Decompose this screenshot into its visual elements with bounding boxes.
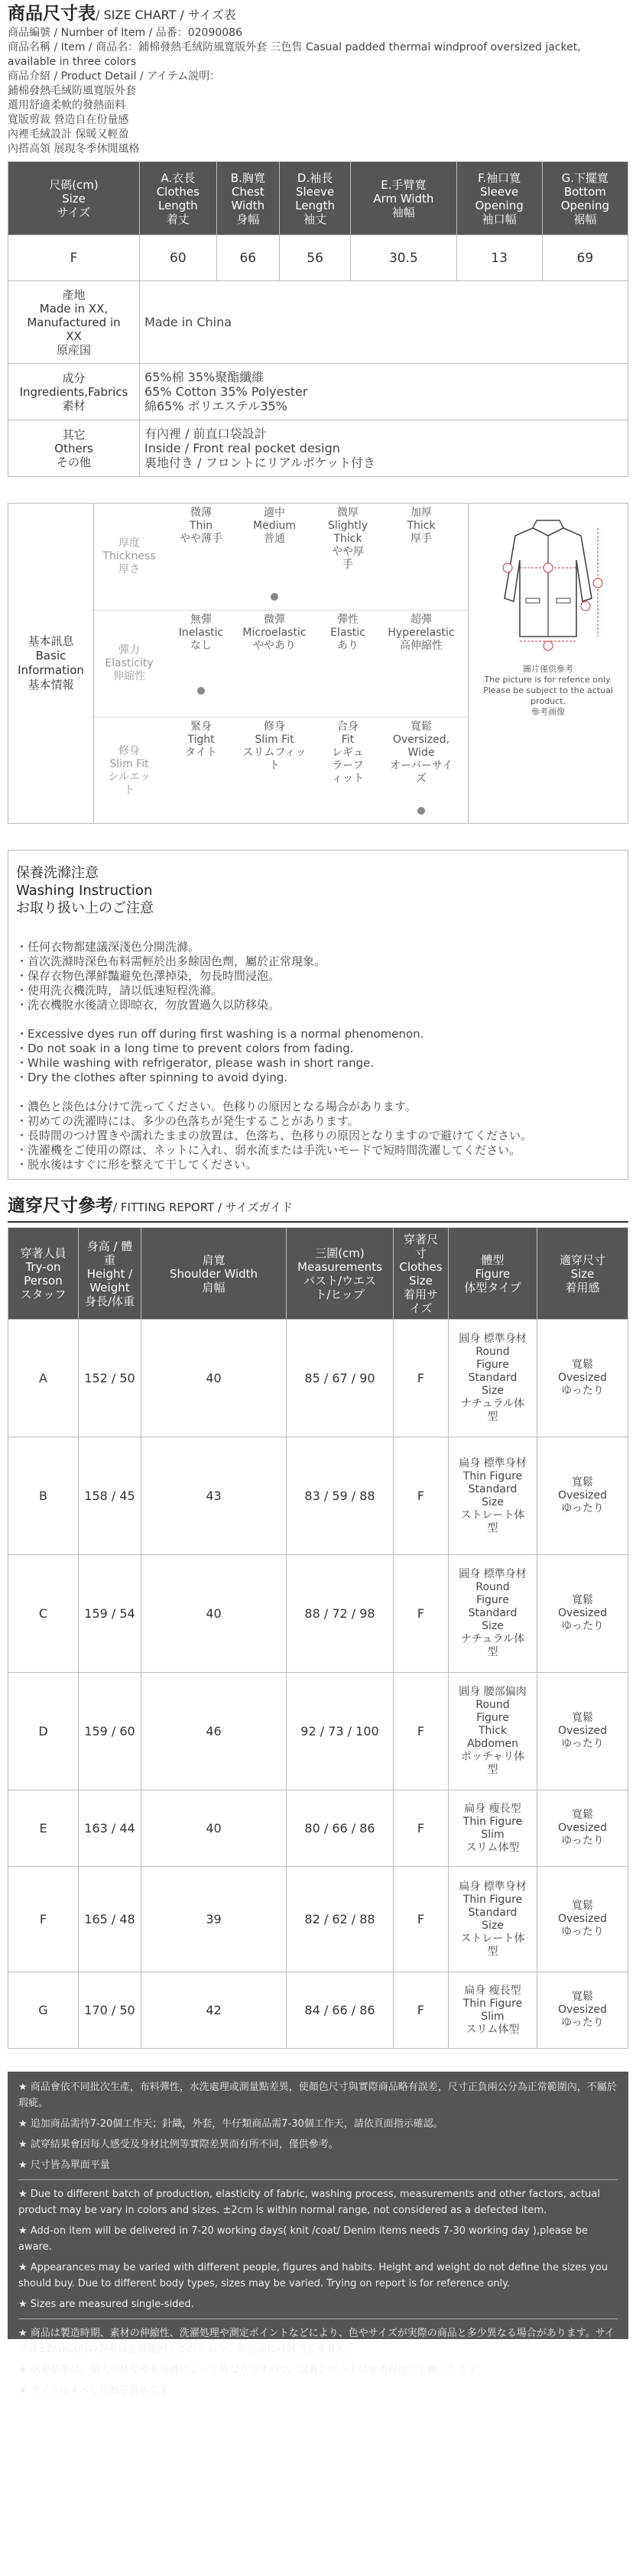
fit-cell: 寬鬆 Ovesized ゆったり	[537, 1972, 628, 2049]
wash-line: ・使用洗衣機洗時，請以低速短程洗滌。	[16, 983, 223, 997]
height-weight-cell: 170 / 50	[79, 1972, 141, 2049]
note-line: ★ 試着結果は、個人の体型や着用感によって異なりますので、試着レポートは参考程度にお願いします。	[18, 2364, 487, 2376]
divider	[18, 2179, 618, 2180]
elasticity-option-elastic: 彈性 Elastic あり	[330, 614, 365, 652]
origin-value: Made in China	[140, 281, 628, 364]
selected-dot-icon	[197, 687, 205, 695]
fit-cell: 寬鬆 Ovesized ゆったり	[537, 1320, 628, 1437]
item-number: 商品編號 / Number of Item / 品番：02090086	[8, 27, 242, 39]
wash-line: ・Do not soak in a long time to prevent colors from fading.	[16, 1042, 354, 1055]
clothes-size-cell: F	[394, 1555, 449, 1673]
col-header-shoulder: 肩寬 Shoulder Width 肩幅	[141, 1228, 287, 1320]
material-label: 成分 Ingredients,Fabrics 素材	[8, 364, 140, 420]
size-cell: 69	[542, 235, 628, 281]
note-line: ★ Due to different batch of production, elasticity of fabric, washing process, measurements and other factors, actual product may be vary in colors and sizes. ±2cm is within normal range, not considered as a defected item.	[18, 2189, 601, 2216]
elasticity-option-microelastic: 微彈 Microelastic ややあり	[242, 614, 307, 652]
col-header-sleeve-length: D.袖長 Sleeve Length 袖丈	[279, 162, 350, 235]
fit-option-oversized: 寬鬆 Oversized, Wide オーバーサイ ズ	[385, 718, 458, 825]
col-header-measurements: 三圍(cm) Measurements バスト/ウエス ト/ヒップ	[287, 1228, 394, 1320]
fit-cell: 寬鬆 Ovesized ゆったり	[537, 1555, 628, 1673]
measurements-cell: 92 / 73 / 100	[287, 1673, 394, 1790]
material-row	[8, 364, 628, 420]
wash-line: ・脱水後はすぐに形を整えて干してください。	[16, 1158, 258, 1171]
note-line: ★ 尺寸皆為單面平量	[18, 2160, 110, 2171]
figure-caption: 圖片僅供參考 The picture is for refence only. Please be subject to the actual product. 參考画像	[483, 664, 613, 717]
col-header-bottom-opening: G.下擺寬 Bottom Opening 裾幅	[542, 162, 628, 235]
elasticity-option-inelastic: 無彈 Inelastic なし	[164, 611, 238, 717]
selected-dot-icon	[271, 593, 278, 601]
note-line: ★ 試穿結果會因每人感受及身材比例等實際差異而有所不同，僅供參考。	[18, 2139, 339, 2150]
size-cell: 13	[456, 235, 542, 281]
col-header-arm-width: E.手臂寬 Arm Width 袖幅	[351, 162, 456, 235]
thickness-option-thin: 微薄 Thin やや薄手	[180, 507, 222, 545]
product-header	[8, 0, 628, 157]
washing-title: 保養洗滌注意 Washing Instruction お取り扱い上のご注意	[16, 865, 154, 916]
shoulder-cell: 40	[141, 1790, 287, 1867]
figure-cell: 扁身 瘦長型 Thin Figure Slim スリム体型	[449, 1790, 537, 1867]
fit-cell: 寬鬆 Ovesized ゆったり	[537, 1867, 628, 1972]
thickness-label: 厚度 Thickness 厚さ	[102, 537, 156, 575]
clothes-size-cell: F	[394, 1867, 449, 1972]
shoulder-cell: 40	[141, 1320, 287, 1437]
elasticity-label: 彈力 Elasticity 伸縮性	[105, 644, 154, 682]
size-chart-title: 商品尺寸表/ SIZE CHART / サイズ表	[8, 4, 236, 24]
note-line: ★ Add-on item will be delivered in 7-20 working days( knit /coat/ Denim items needs 7-30 working day ),please be aware.	[18, 2225, 589, 2253]
product-detail-line: 選用舒適柔軟的發熱面料	[8, 99, 125, 112]
size-cell: F	[8, 235, 140, 281]
product-detail-label: 商品介紹 / Product Detail / アイテム説明：	[8, 70, 221, 83]
col-header-height-weight: 身高 / 體 重 Height / Weight 身長/体重	[79, 1228, 141, 1320]
fitting-table	[8, 1227, 628, 2049]
other-value: 有內裡 / 前直口袋設計 Inside / Front real pocket design 裏地付き / フロントにリアルポケット付き	[140, 420, 628, 477]
origin-label: 產地 Made in XX, Manufactured in XX 原産国	[8, 281, 140, 364]
fit-option-tight: 緊身 Tight タイト	[185, 721, 217, 759]
measurements-cell: 83 / 59 / 88	[287, 1437, 394, 1555]
figure-cell: 圓身 標準身材 Round Figure Standard Size ナチュラル体 型	[449, 1320, 537, 1437]
product-detail-line: 寬版剪裁 營造自在份量感	[8, 114, 129, 126]
col-header-chest-width: B.胸寬 Chest Width 身幅	[216, 162, 279, 235]
shoulder-cell: 40	[141, 1555, 287, 1673]
person-cell: F	[8, 1867, 79, 1972]
col-header-sleeve-opening: F.袖口寬 Sleeve Opening 袖口幅	[456, 162, 542, 235]
fitting-row	[8, 1972, 628, 2049]
person-cell: E	[8, 1790, 79, 1867]
wash-line: ・濃色と淡色は分けて洗ってください。色移りの原因となる場合があります。	[16, 1100, 417, 1113]
wash-line: ・任何衣物都建議深淺色分開洗滌。	[16, 940, 200, 954]
fit-option-slim-fit: 修身 Slim Fit スリムフィッ ト	[242, 721, 307, 772]
note-line: ★ 商品會依不同批次生產，布料彈性，水洗處理或測量點差異，使顏色尺寸與實際商品略有誤差，尺寸正負兩公分為正常範圍內，不屬於瑕疵。	[18, 2082, 617, 2109]
fitting-row	[8, 1673, 628, 1790]
col-header-clothes-size: 穿著尺 寸 Clothes Size 着用サ イズ	[394, 1228, 449, 1320]
wash-line: ・保存衣物色澤鮮豔避免色澤掉染，勿長時間浸泡。	[16, 969, 281, 983]
product-detail-line: 內搭高領 展現冬季休閒風格	[8, 143, 140, 155]
thickness-option-medium: 適中 Medium 普通	[238, 504, 311, 610]
person-cell: A	[8, 1320, 79, 1437]
shoulder-cell: 46	[141, 1673, 287, 1790]
figure-cell: 扁身 標準身材 Thin Figure Standard Size ストレート体 型	[449, 1437, 537, 1555]
person-cell: C	[8, 1555, 79, 1673]
material-value: 65%棉 35%聚酯纖維 65% Cotton 35% Polyester 綿65% ポリエステル35%	[140, 364, 628, 420]
size-row	[8, 235, 628, 281]
product-detail-line: 內裡毛絨設計 保暖又輕盈	[8, 128, 129, 141]
fit-option-fit: 合身 Fit レギュ ラーフ ィット	[332, 721, 364, 785]
col-header-fit: 適穿尺寸 Size 着用感	[537, 1228, 628, 1320]
thickness-row	[94, 504, 468, 611]
height-weight-cell: 165 / 48	[79, 1867, 141, 1972]
shoulder-cell: 42	[141, 1972, 287, 2049]
basic-info-panel	[8, 503, 628, 824]
fit-cell: 寬鬆 Ovesized ゆったり	[537, 1673, 628, 1790]
height-weight-cell: 163 / 44	[79, 1790, 141, 1867]
fit-label: 修身 Slim Fit シルエッ ト	[108, 745, 151, 796]
note-line: ★ 追加商品需待7-20個工作天；針織，外套，牛仔類商品需7-30個工作天，請依頁面指示確認。	[18, 2118, 443, 2130]
elasticity-row	[94, 611, 468, 718]
figure-cell: 圓身 標準身材 Round Figure Standard Size ナチュラル体 型	[449, 1555, 537, 1673]
fit-cell: 寬鬆 Ovesized ゆったり	[537, 1790, 628, 1867]
clothes-size-cell: F	[394, 1972, 449, 2049]
item-name: 商品名稱 / Item / 商品名：鋪棉發熱毛絨防風寬版外套 三色售 Casual padded thermal windproof oversized jacket, available in three colors	[8, 41, 581, 68]
wash-line: ・洗衣機脫水後請立即晾衣，勿放置過久以防移染。	[16, 998, 281, 1012]
garment-diagram	[469, 504, 628, 823]
note-line: ★ Sizes are measured single-sided.	[18, 2299, 194, 2310]
jacket-diagram-icon	[491, 514, 605, 659]
shoulder-cell: 43	[141, 1437, 287, 1555]
origin-row	[8, 281, 628, 364]
size-chart-header-row	[8, 162, 628, 235]
wash-line: ・初めての洗濯時には、多少の色落ちが発生することがあります。	[16, 1114, 359, 1128]
fitting-report-title: 適穿尺寸參考/ FITTING REPORT / サイズガイド	[8, 1195, 628, 1223]
fitting-header-row	[8, 1228, 628, 1320]
wash-line: ・洗濯機をご使用の際は、ネットに入れ、弱水流または手洗いモードで短時間洗濯してください。	[16, 1143, 521, 1157]
washing-instructions	[8, 850, 628, 1180]
wash-line: ・長時間のつけ置きや濡れたままの放置は、色落ち、色移りの原因となりますので避けてください。	[16, 1129, 533, 1142]
wash-line: ・首次洗滌時深色布料需輕於出多餘固色劑，屬於正常現象。	[16, 954, 326, 968]
notes-panel	[8, 2072, 628, 2396]
washing-list	[16, 940, 620, 1172]
size-cell: 30.5	[351, 235, 456, 281]
measurements-cell: 88 / 72 / 98	[287, 1555, 394, 1673]
figure-cell: 圓身 腰部偏肉 Round Figure Thick Abdomen ポッチャリ体 型	[449, 1673, 537, 1790]
product-detail-line: 鋪棉發熱毛絨防風寬版外套	[8, 85, 136, 97]
measurements-cell: 84 / 66 / 86	[287, 1972, 394, 2049]
height-weight-cell: 159 / 60	[79, 1673, 141, 1790]
note-line: ★ 商品は製造時期、素材の伸縮性、洗濯処理や測定ポイントなどにより、色やサイズが実際の商品と多少異なる場合があります。サイズは±2cm以内の誤差は正常範囲とされており、不良品には該当しません。	[18, 2328, 615, 2355]
wash-line: ・Excessive dyes run off during first washing is a normal phenomenon.	[16, 1027, 424, 1041]
fitting-row	[8, 1867, 628, 1972]
thickness-option-slightly-thick: 微厚 Slightly Thick やや厚 手	[327, 507, 368, 571]
clothes-size-cell: F	[394, 1320, 449, 1437]
elasticity-option-hyperelastic: 超彈 Hyperelastic 高伸縮性	[388, 614, 455, 652]
divider	[18, 2318, 618, 2319]
clothes-size-cell: F	[394, 1437, 449, 1555]
basic-info-grid	[94, 504, 469, 823]
fit-cell: 寬鬆 Ovesized ゆったり	[537, 1437, 628, 1555]
measurements-cell: 82 / 62 / 88	[287, 1867, 394, 1972]
other-label: 其它 Others その他	[8, 420, 140, 477]
clothes-size-cell: F	[394, 1790, 449, 1867]
size-cell: 60	[140, 235, 217, 281]
size-cell: 56	[279, 235, 350, 281]
other-row	[8, 420, 628, 477]
measurements-cell: 80 / 66 / 86	[287, 1790, 394, 1867]
figure-cell: 扁身 瘦長型 Thin Figure Slim スリム体型	[449, 1972, 537, 2049]
person-cell: G	[8, 1972, 79, 2049]
person-cell: B	[8, 1437, 79, 1555]
height-weight-cell: 158 / 45	[79, 1437, 141, 1555]
wash-line: ・While washing with refrigerator, please wash in short range.	[16, 1056, 375, 1070]
thickness-option-thick: 加厚 Thick 厚手	[407, 507, 436, 545]
clothes-size-cell: F	[394, 1673, 449, 1790]
size-chart-table	[8, 161, 628, 477]
col-header-person: 穿著人員 Try-on Person スタッフ	[8, 1228, 79, 1320]
fitting-row	[8, 1320, 628, 1437]
measurements-cell: 85 / 67 / 90	[287, 1320, 394, 1437]
size-cell: 66	[216, 235, 279, 281]
height-weight-cell: 152 / 50	[79, 1320, 141, 1437]
col-header-figure: 體型 Figure 体型タイプ	[449, 1228, 537, 1320]
height-weight-cell: 159 / 54	[79, 1555, 141, 1673]
note-line: ★ サイズはすべて片面平置きです	[18, 2385, 169, 2396]
person-cell: D	[8, 1673, 79, 1790]
col-header-clothes-length: A.衣長 Clothes Length 着丈	[140, 162, 217, 235]
col-header-size: 尺碼(cm) Size サイズ	[8, 162, 140, 235]
basic-info-label: 基本訊息 Basic Information 基本情報	[8, 504, 94, 823]
fitting-row	[8, 1437, 628, 1555]
figure-cell: 扁身 標準身材 Thin Figure Standard Size ストレート体 型	[449, 1867, 537, 1972]
fitting-row	[8, 1555, 628, 1673]
wash-line: ・Dry the clothes after spinning to avoid dying.	[16, 1071, 288, 1084]
shoulder-cell: 39	[141, 1867, 287, 1972]
fitting-row	[8, 1790, 628, 1867]
note-line: ★ Appearances may be varied with different people, figures and habits. Height and weight do not define the sizes you should buy. Due to different body types, sizes may be varied. Trying on report is for reference only.	[18, 2262, 608, 2289]
selected-dot-icon	[417, 807, 425, 815]
fit-row	[94, 718, 468, 825]
